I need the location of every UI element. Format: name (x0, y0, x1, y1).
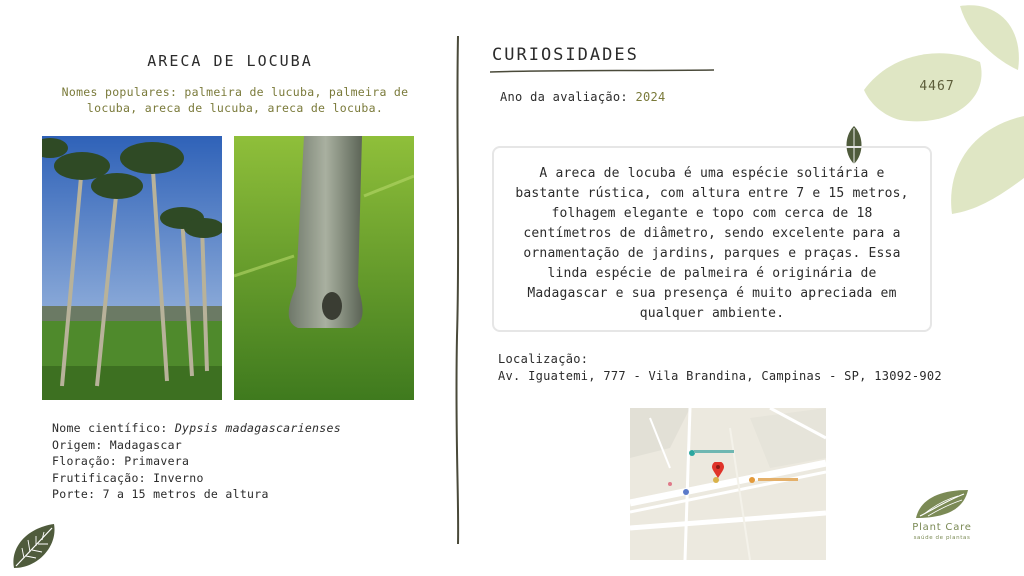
logo-name: Plant Care (912, 522, 972, 533)
fruiting: Frutificação: Inverno (52, 470, 204, 485)
column-divider (452, 36, 464, 544)
plant-care-logo-icon (914, 488, 970, 520)
location-map[interactable] (630, 408, 826, 560)
title-underline (490, 68, 714, 74)
flowering: Floração: Primavera (52, 454, 190, 468)
scientific-name: Nome científico: Dypsis madagascarienses (52, 421, 341, 435)
logo-tagline: saúde de plantas (913, 535, 971, 541)
leaf-icon (8, 520, 60, 572)
location-label: Localização: (498, 352, 589, 366)
photo-palm-trunk (234, 136, 414, 400)
photo-palm-grove (42, 136, 222, 400)
curiosities-title: CURIOSIDADES (492, 45, 639, 65)
location-address: Av. Iguatemi, 777 - Vila Brandina, Campinas - SP, 13092-902 (498, 369, 942, 383)
map-pin-icon (712, 462, 724, 478)
size: Porte: 7 a 15 metros de altura (52, 487, 269, 501)
origin: Origem: Madagascar (52, 437, 183, 452)
plant-facts (52, 420, 341, 503)
record-number: 4467 (919, 79, 955, 94)
plant-title: ARECA DE LOCUBA (147, 52, 313, 70)
evaluation-year: Ano da avaliação: 2024 (500, 90, 666, 104)
description-box: A areca de locuba é uma espécie solitária e bastante rústica, com altura entre 7 e 15 metros, folhagem elegante e topo com cerca de 18 centímetros de diâmetro, sendo excelente para a ornamentação de jardins, parques e praças. Essa linda espécie de palmeira é originária de Madagascar e sua presença é muito apreciada em qualquer ambiente. (492, 146, 932, 332)
popular-names: Nomes populares: palmeira de lucuba, palmeira de locuba, areca de lucuba, areca de locuba. (61, 85, 409, 115)
